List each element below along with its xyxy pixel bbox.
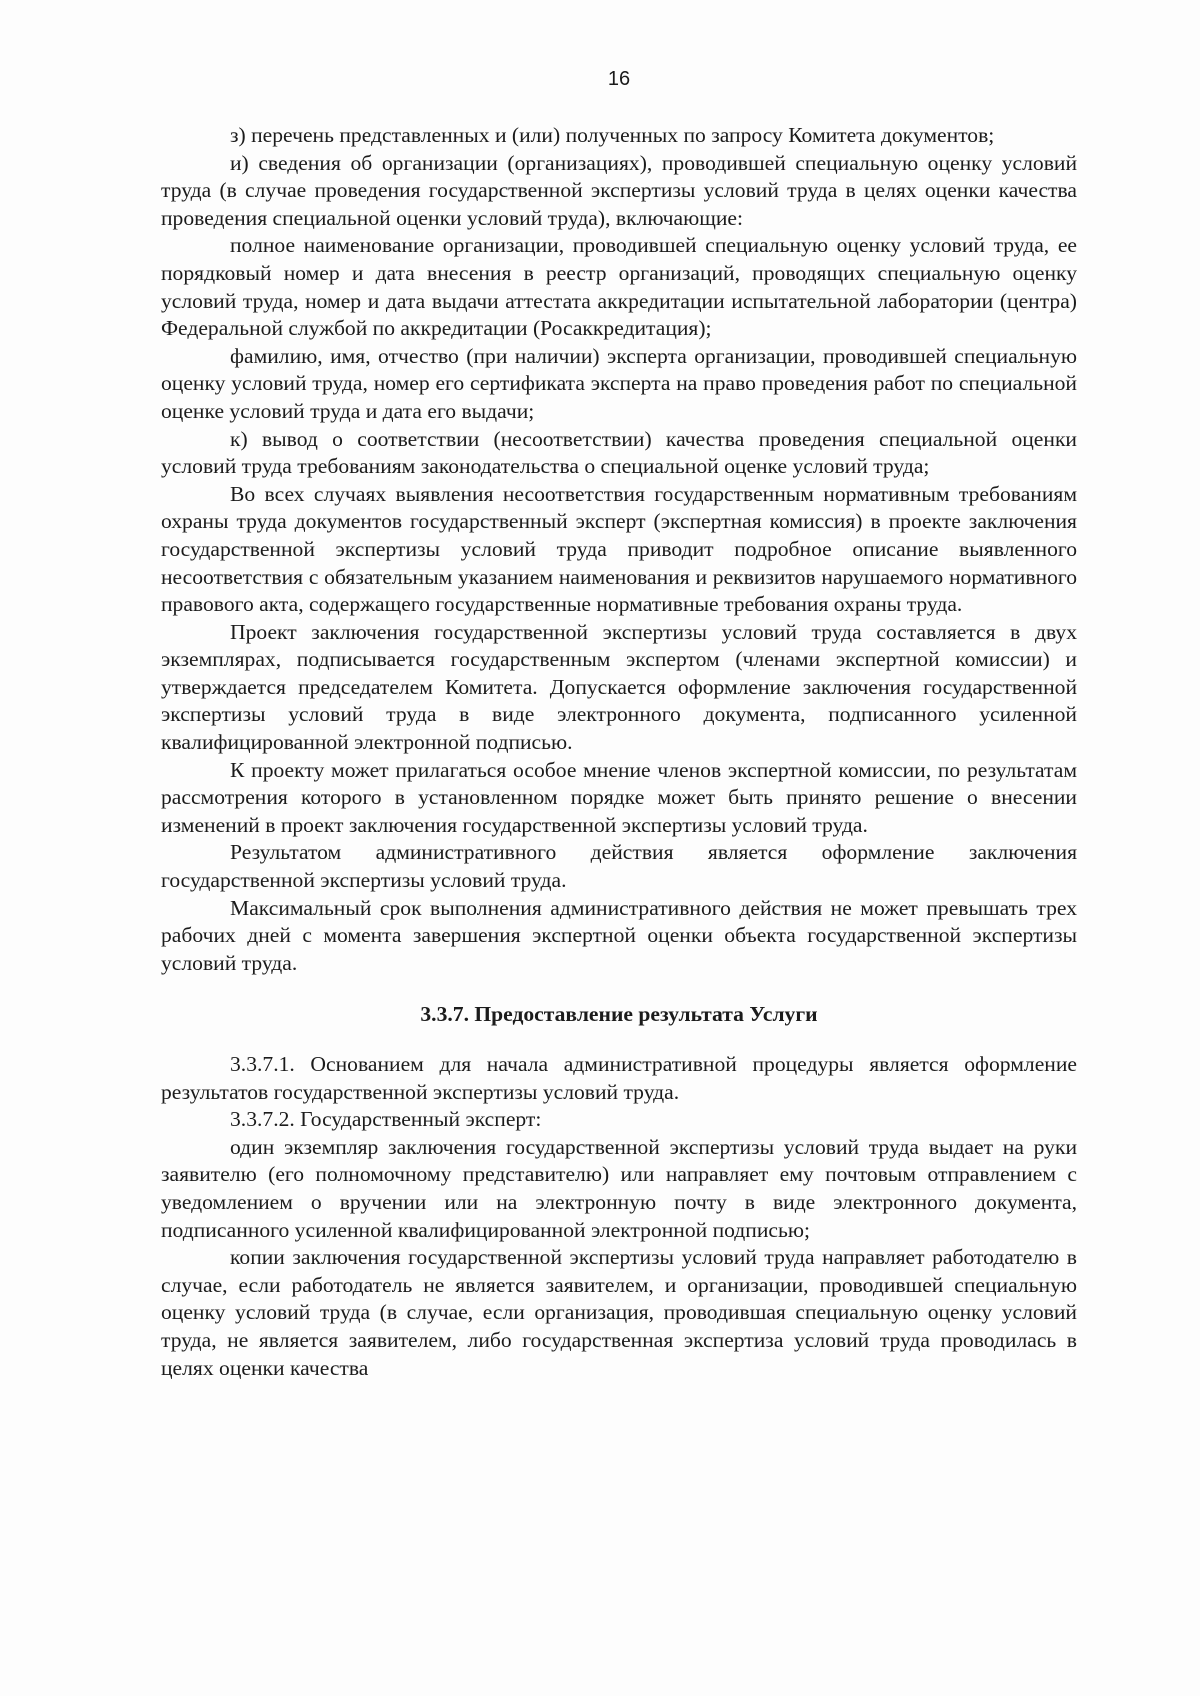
paragraph-3-3-7-1: 3.3.7.1. Основанием для начала административной процедуры является оформление результатов государственной экспертизы условий труда. <box>161 1052 1077 1104</box>
paragraph-copies-sent: копии заключения государственной экспертизы условий труда направляет работодателю в случае, если работодатель не является заявителем, и организации, проводившей специальную оценку условий труда (в случае, если организация, проводившая специальную оценку условий труда, не является заявителем, либо государственная экспертиза условий труда проводилась в целях оценки качества <box>161 1245 1077 1380</box>
document-body <box>161 122 1077 1382</box>
paragraph-k-conclusion: к) вывод о соответствии (несоответствии) качества проведения специальной оценки условий труда требованиям законодательства о специальной оценке условий труда; <box>161 426 1077 479</box>
paragraph-organization-full-name: полное наименование организации, проводившей специальную оценку условий труда, ее порядковый номер и дата внесения в реестр организаций, проводящих специальную оценку условий труда, номер и дата выдачи аттестата аккредитации испытательной лаборатории (центра) Федеральной службой по аккредитации (Росаккредитация); <box>161 233 1077 341</box>
paragraph-i-organization-info: и) сведения об организации (организациях), проводившей специальную оценку условий труда (в случае проведения государственной экспертизы условий труда в целях оценки качества проведения специальной оценки условий труда), включающие: <box>161 150 1077 230</box>
paragraph-3-3-7-2: 3.3.7.2. Государственный эксперт: <box>230 1107 542 1132</box>
paragraph-action-result: Результатом административного действия является оформление заключения государственной экспертизы условий труда. <box>161 840 1077 893</box>
paragraph-max-duration: Максимальный срок выполнения административного действия не может превышать трех рабочих дней с момента завершения экспертной оценки объекта государственной экспертизы условий труда. <box>161 895 1077 975</box>
paragraph-one-copy-issued: один экземпляр заключения государственной экспертизы условий труда выдает на руки заявителю (его полномочному представителю) или направляет ему почтовым отправлением с уведомлением о вручении или на электронную почту в виде электронного документа, подписанного усиленной квалифицированной электронной подписью; <box>161 1134 1077 1242</box>
paragraph-draft-conclusion: Проект заключения государственной экспертизы условий труда составляется в двух экземплярах, подписывается государственным экспертом (членами экспертной комиссии) и утверждается председателем Комитета. Допускается оформление заключения государственной экспертизы условий труда в виде электронного документа, подписанного усиленной квалифицированной электронной подписью. <box>161 619 1077 755</box>
page-number: 16 <box>607 68 631 90</box>
paragraph-z-documents-list: з) перечень представленных и (или) полученных по запросу Комитета документов; <box>230 123 995 147</box>
paragraph-nonconformity-cases: Во всех случаях выявления несоответствия государственным нормативным требованиям охраны труда документов государственный эксперт (экспертная комиссия) в проекте заключения государственной экспертизы условий труда приводит подробное описание выявленного несоответствия с обязательным указанием наименования и реквизитов нарушаемого нормативного правового акта, содержащего государственные нормативные требования охраны труда. <box>161 481 1077 617</box>
section-heading: 3.3.7. Предоставление результата Услуги <box>420 1002 818 1027</box>
paragraph-expert-name: фамилию, имя, отчество (при наличии) эксперта организации, проводившей специальную оценку условий труда, номер его сертификата эксперта на право проведения работ по специальной оценке условий труда и дата его выдачи; <box>161 343 1077 423</box>
paragraph-special-opinion: К проекту может прилагаться особое мнение членов экспертной комиссии, по результатам рассмотрения которого в установленном порядке может быть принято решение о внесении изменений в проект заключения государственной экспертизы условий труда. <box>161 757 1077 837</box>
